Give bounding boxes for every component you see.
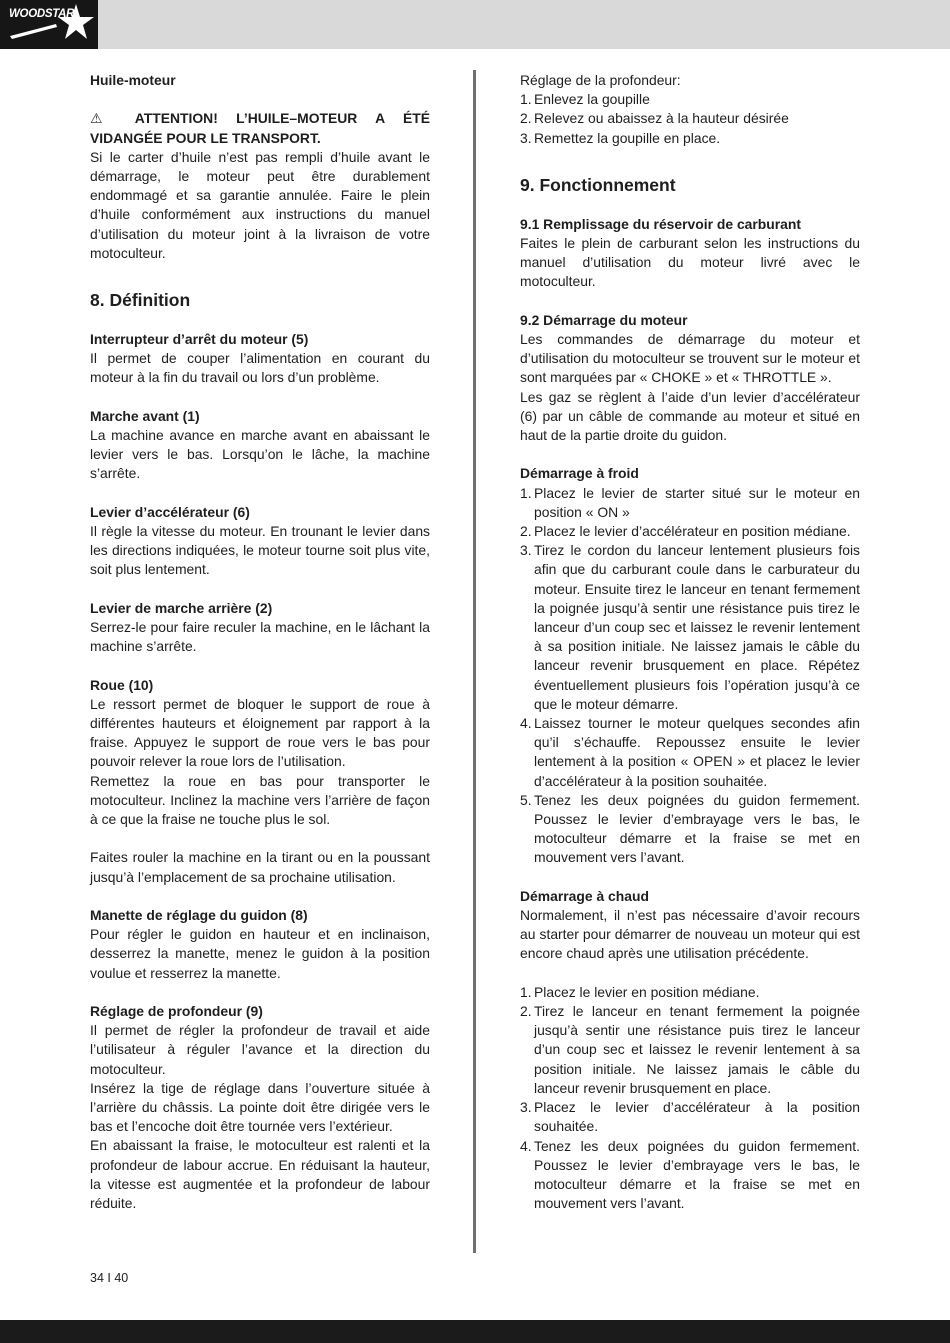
profondeur-paragraph-3: En abaissant la fraise, le motoculteur est ralenti et la profondeur de labour accrue. En réduisant la hauteur, la vitesse est augmentée et la profondeur de labour réduite. (90, 1137, 430, 1212)
list-item: 4. Tenez les deux poignées du guidon fermement. Poussez le levier d’embrayage vers le bas, le motoculteur démarre et la fraise se met en mouvement vers l’avant. (520, 1137, 860, 1212)
roue-paragraph-2: Remettez la roue en bas pour transporter le motoculteur. Inclinez la machine vers l’arrière de façon à ce que la fraise ne touche plus le sol. (90, 772, 430, 828)
list-item: 2. Tirez le lanceur en tenant fermement la poignée jusqu’à sentir une résistance puis tirez le lanceur d’un coup sec et laissez le revenir lentement à sa position initiale. Ne laissez jamais le câble du lanceur revenir brusquement en place. (520, 1003, 860, 1096)
list-item: 5. Tenez les deux poignées du guidon fermement. Poussez le levier d’embrayage vers le bas, le motoculteur démarre et la fraise se met en mouvement vers l’avant. (520, 791, 860, 866)
huile-moteur-text: Si le carter d’huile n’est pas rempli d’huile avant le démarrage, le moteur peut être durablement endommagé et sa garantie annulée. Faire le plein d’huile conformément aux instructions du manuel d’utilisation du moteur joint à la livraison de votre motoculteur. (90, 148, 430, 261)
reglage-steps (520, 90, 860, 148)
right-column (520, 71, 860, 1213)
section-9-title: 9. Fonctionnement (520, 174, 676, 195)
header-bar (0, 0, 950, 49)
warning-text: ATTENTION! L’HUILE–MOTEUR A ÉTÉ VIDANGÉE POUR LE TRANSPORT. (90, 110, 431, 146)
left-column (90, 71, 430, 1213)
chaud-text: Normalement, il n’est pas nécessaire d’avoir recours au starter pour démarrer de nouveau un moteur qui est encore chaud après une utilisation précédente. (520, 907, 860, 962)
list-item: 4. Laissez tourner le moteur quelques secondes afin qu’il s’échauffe. Repoussez ensuite le levier lentement à la position « OPEN » et placez le levier d’accélérateur à la position souhaitée. (520, 715, 860, 789)
s92-paragraph-1: Les commandes de démarrage du moteur et d’utilisation du motoculteur se trouvent sur le moteur et sont marquées par « CHOKE » et « THROTTLE ». (520, 331, 860, 386)
list-item: 1. Placez le levier en position médiane. (520, 983, 760, 1000)
froid-heading: Démarrage à froid (520, 465, 639, 482)
item-text-marche-arriere: Serrez-le pour faire reculer la machine, en le lâchant la machine s’arrête. (90, 619, 430, 655)
item-text-interrupteur: Il permet de couper l’alimentation en courant du moteur à la fin du travail ou lors d’un problème. (90, 350, 430, 386)
logo-text: WOODSTAR (9, 8, 75, 20)
warning-icon: ⚠ (90, 110, 117, 127)
list-item: 1. Enlevez la goupille (520, 91, 650, 108)
profondeur-heading: Réglage de profondeur (9) (90, 1003, 263, 1020)
item-text-marche-avant: La machine avance en marche avant en abaissant le levier vers le bas. Lorsqu’on le lâche, la machine s’arrête. (90, 427, 430, 482)
chaud-steps (520, 983, 860, 1213)
list-item: 3. Placez le levier d’accélérateur à la position souhaitée. (520, 1099, 860, 1135)
transport-warning (90, 109, 430, 147)
roue-heading: Roue (10) (90, 676, 154, 693)
s91-heading: 9.1 Remplissage du réservoir de carburant (520, 215, 802, 232)
page-number: 34 I 40 (90, 1271, 129, 1285)
column-divider (473, 70, 476, 1253)
section-8-title: 8. Définition (90, 290, 191, 311)
profondeur-paragraph-1: Il permet de régler la profondeur de travail et aide l’utilisateur à réguler l’avance et la direction du motoculteur. (90, 1022, 430, 1077)
huile-moteur-heading: Huile-moteur (90, 72, 176, 88)
item-text-accelerateur: Il règle la vitesse du moteur. En trounant le levier dans les directions indiquées, le moteur tourne soit plus vite, soit plus lentement. (90, 523, 430, 578)
chaud-heading: Démarrage à chaud (520, 887, 649, 904)
profondeur-paragraph-2: Insérez la tige de réglage dans l’ouverture située à l’arrière du châssis. La pointe doit être dirigée vers le bas et l’encoche doit être tournée vers l’extérieur. (90, 1079, 430, 1135)
manette-heading: Manette de réglage du guidon (8) (90, 907, 308, 924)
roue-paragraph-3: Faites rouler la machine en la tirant ou en la poussant jusqu’à l’emplacement de sa prochaine utilisation. (90, 849, 430, 885)
item-title-accelerateur: Levier d’accélérateur (6) (90, 503, 250, 520)
list-item: 3. Remettez la goupille en place. (520, 129, 721, 146)
woodstar-logo (0, 0, 98, 49)
reglage-intro: Réglage de la profondeur: (520, 72, 681, 88)
item-title-marche-avant: Marche avant (1) (90, 407, 200, 424)
s91-text: Faites le plein de carburant selon les instructions du manuel d’utilisation du moteur livré avec le motoculteur. (520, 235, 860, 290)
s92-paragraph-2: Les gaz se règlent à l’aide d’un levier d’accélérateur (6) par un câble de commande au moteur et situé en haut de la partie droite du guidon. (520, 388, 860, 444)
item-title-marche-arriere: Levier de marche arrière (2) (90, 599, 273, 616)
list-item: 2. Placez le levier d’accélérateur en position médiane. (520, 523, 851, 540)
froid-steps (520, 484, 860, 868)
s92-heading: 9.2 Démarrage du moteur (520, 311, 688, 328)
list-item: 3. Tirez le cordon du lanceur lentement plusieurs fois afin que du carburant coule dans le carburateur du moteur. Ensuite tirez le lanceur en tenant fermement la poignée jusqu’à sentir une résistance puis tirez le lanceur d’un coup sec et laissez le revenir lentement à sa position initiale. Ne laissez jamais le câble du lanceur revenir brusquement en place. Répétez éventuellement plusieurs fois l’opération jusqu’à ce que le moteur démarre. (520, 542, 860, 712)
manette-text: Pour régler le guidon en hauteur et en inclinaison, desserrez la manette, menez le guidon à la position voulue et resserrez la manette. (90, 926, 430, 981)
list-item: 1. Placez le levier de starter situé sur le moteur en position « ON » (520, 484, 860, 520)
roue-paragraph-1: Le ressort permet de bloquer le support de roue à différentes hauteurs et éloignement par rapport à la fraise. Appuyez le support de roue vers le bas pour pouvoir relever la roue lors de l’utilisation. (90, 695, 430, 770)
list-item: 2. Relevez ou abaissez à la hauteur désirée (520, 110, 789, 127)
item-title-interrupteur: Interrupteur d’arrêt du moteur (5) (90, 331, 309, 348)
footer-bar (0, 1320, 950, 1343)
